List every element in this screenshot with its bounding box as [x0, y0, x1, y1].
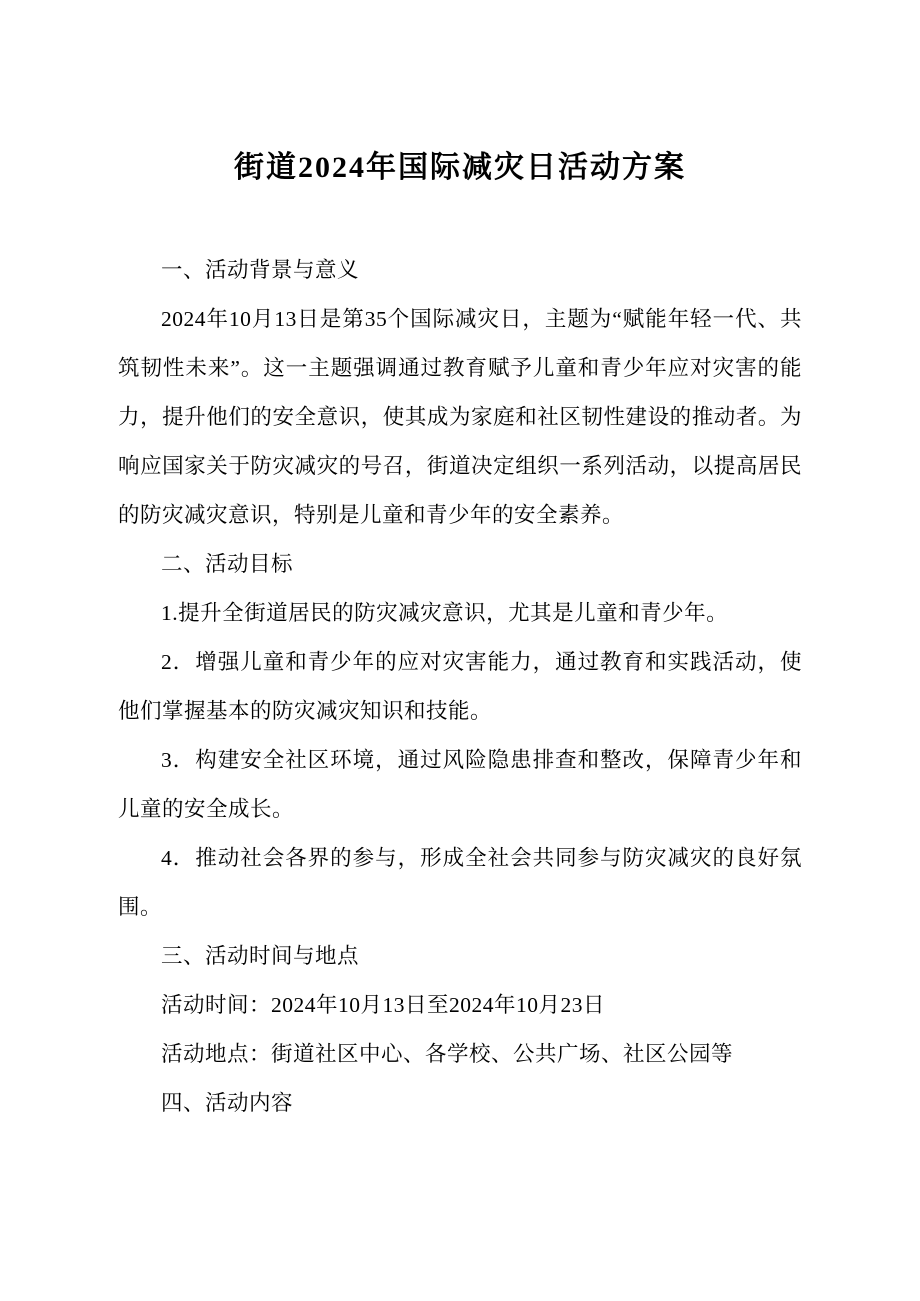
goal-item-1: 1.提升全街道居民的防灾减灾意识，尤其是儿童和青少年。: [161, 601, 729, 625]
section-heading-background: 一、活动背景与意义: [161, 258, 360, 282]
activity-place-line: 活动地点：街道社区中心、各学校、公共广场、社区公园等: [161, 1042, 734, 1066]
goal-item-4: 4．推动社会各界的参与，形成全社会共同参与防灾减灾的良好氛围。: [118, 846, 802, 919]
goal-item-2: 2．增强儿童和青少年的应对灾害能力，通过教育和实践活动，使他们掌握基本的防灾减灾知识和技能。: [118, 650, 802, 723]
goal-item-3: 3．构建安全社区环境，通过风险隐患排查和整改，保障青少年和儿童的安全成长。: [118, 748, 802, 821]
section-heading-time-place: 三、活动时间与地点: [161, 944, 360, 968]
paragraph-background-body: 2024年10月13日是第35个国际减灾日，主题为“赋能年轻一代、共筑韧性未来”。这一主题强调通过教育赋予儿童和青少年应对灾害的能力，提升他们的安全意识，使其成为家庭和社区韧性建设的推动者。为响应国家关于防灾减灾的号召，街道决定组织一系列活动，以提高居民的防灾减灾意识，特别是儿童和青少年的安全素养。: [118, 307, 802, 527]
section-heading-goals: 二、活动目标: [161, 552, 294, 576]
section-heading-content: 四、活动内容: [161, 1091, 294, 1115]
document-title: 街道2024年国际减灾日活动方案: [234, 151, 686, 184]
activity-time-line: 活动时间：2024年10月13日至2024年10月23日: [161, 993, 606, 1017]
